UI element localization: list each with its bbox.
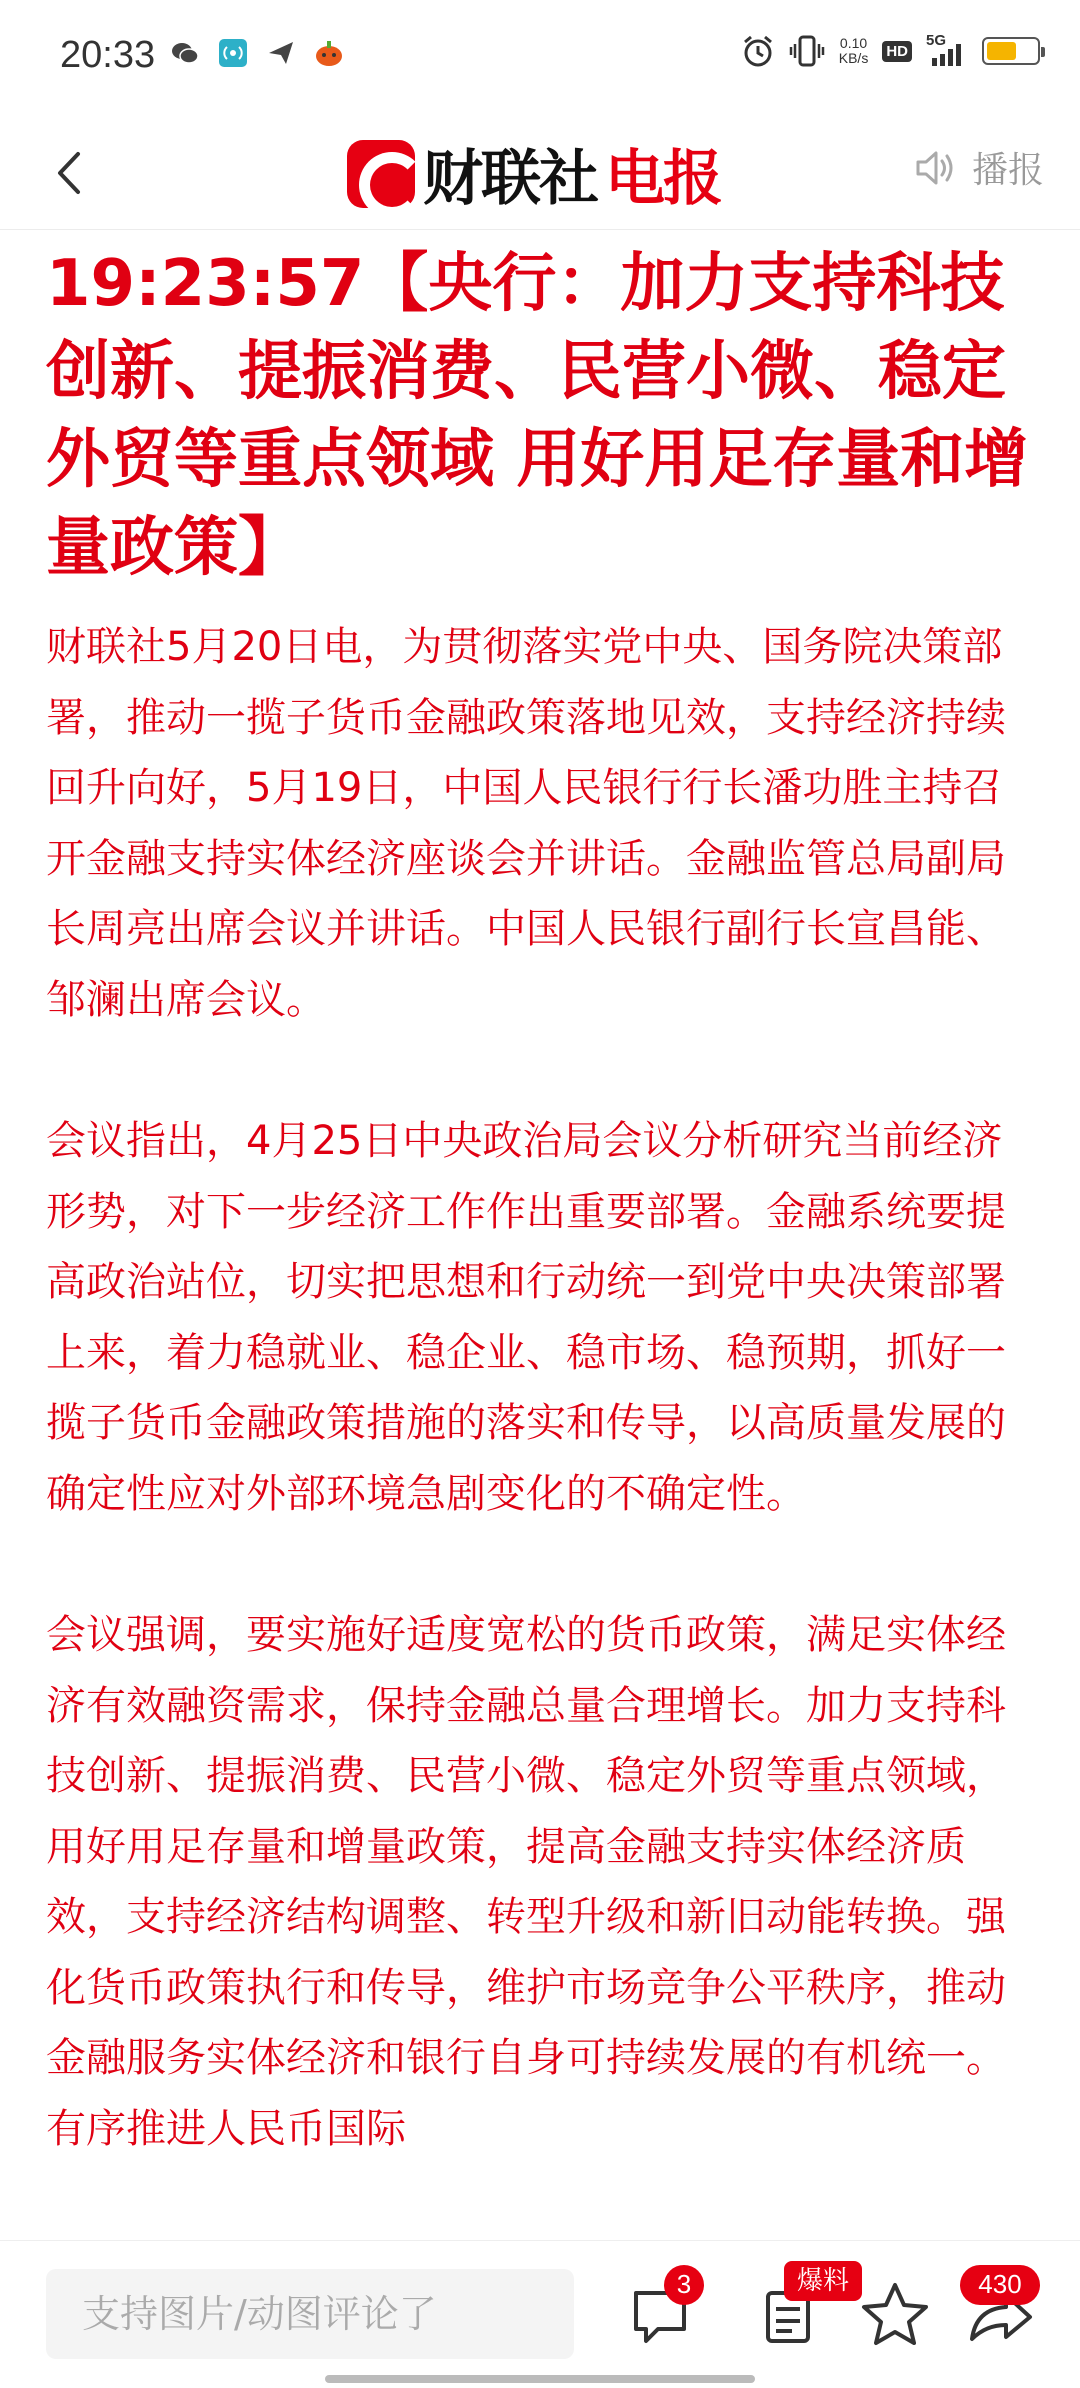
home-indicator[interactable] (325, 2375, 755, 2383)
battery-icon (982, 37, 1040, 65)
brand-section: 电报 (605, 144, 721, 214)
app-header (0, 118, 1080, 230)
tip-badge: 爆料 (784, 2261, 862, 2301)
send-icon (266, 38, 296, 68)
comment-count-badge: 3 (664, 2265, 704, 2305)
signal-bars-icon (926, 34, 968, 68)
status-time: 20:33 (60, 34, 156, 76)
article-paragraph: 财联社5月20日电，为贯彻落实党中央、国务院决策部署，推动一揽子货币金融政策落地见效，支持经济持续回升向好，5月19日，中国人民银行行长潘功胜主持召开金融支持实体经济座谈会并讲话。金融监管总局副局长周亮出席会议并讲话。中国人民银行副行长宣昌能、邹澜出席会议。 (46, 624, 1006, 1023)
article-headline: 19:23:57【央行：加力支持科技创新、提振消费、民营小微、稳定外贸等重点领域 用好用足存量和增量政策】 (46, 247, 1029, 585)
wechat-icon (170, 38, 200, 68)
status-bar (0, 0, 1080, 118)
brand-logo (347, 126, 721, 222)
brand-mark-icon (347, 140, 415, 208)
broadcast-label: 播报 (971, 150, 1044, 191)
share-count-badge: 430 (960, 2265, 1040, 2305)
back-button[interactable] (40, 138, 110, 208)
article-paragraph: 会议强调，要实施好适度宽松的货币政策，满足实体经济有效融资需求，保持金融总量合理增长。加力支持科技创新、提振消费、民营小微、稳定外贸等重点领域，用好用足存量和增量政策，提高金融支持实体经济质效，支持经济结构调整、转型升级和新旧动能转换。强化货币政策执行和传导，维护市场竞争公平秩序，推动金融服务实体经济和银行自身可持续发展的有机统一。有序推进人民币国际 (46, 1612, 1006, 2152)
battery-level (987, 42, 1016, 60)
favorite-button[interactable] (860, 2271, 930, 2351)
comment-input[interactable]: 支持图片/动图评论了 (46, 2269, 574, 2359)
system-status (741, 34, 1040, 68)
star-icon (860, 2271, 930, 2351)
speaker-icon (912, 145, 958, 191)
brand-name: 财联社 (423, 144, 597, 214)
alarm-icon (741, 34, 775, 68)
vibrate-icon (789, 34, 825, 68)
share-button[interactable] (966, 2271, 1036, 2351)
hotspot-icon (218, 38, 248, 68)
back-arrow-icon (40, 138, 110, 208)
network-type: 5G (926, 32, 947, 49)
net-speed: 0.10 KB/s (838, 35, 869, 66)
hd-badge: HD (882, 41, 912, 62)
report-button[interactable] (756, 2265, 849, 2351)
notification-icons (170, 38, 344, 68)
bottom-action-bar (0, 2240, 1080, 2388)
pumpkin-icon (314, 38, 344, 68)
signal-indicator (926, 34, 968, 68)
article-content (46, 240, 1036, 2164)
comment-button[interactable] (628, 2271, 698, 2351)
broadcast-button[interactable] (912, 142, 1044, 193)
article-paragraph: 会议指出，4月25日中央政治局会议分析研究当前经济形势，对下一步经济工作作出重要部署。金融系统要提高政治站位，切实把思想和行动统一到党中央决策部署上来，着力稳就业、稳企业、稳市场、稳预期，抓好一揽子货币金融政策措施的落实和传导，以高质量发展的确定性应对外部环境急剧变化的不确定性。 (46, 1118, 1006, 1517)
